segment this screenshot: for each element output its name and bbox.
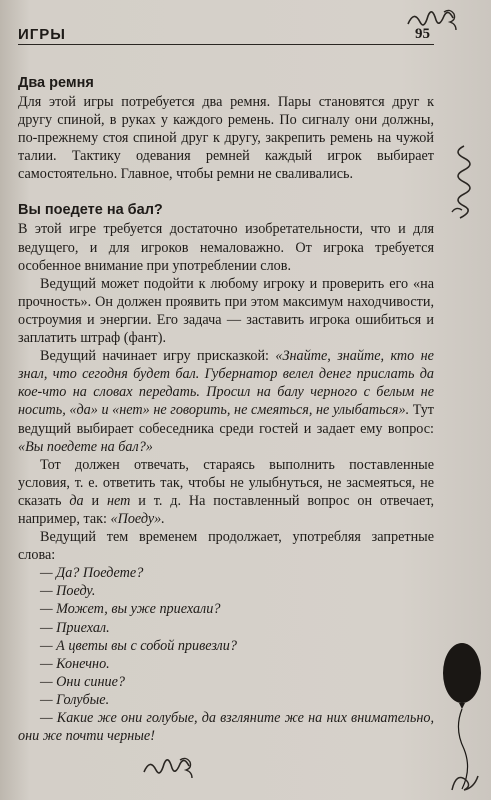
paragraph-continues: Ведущий тем временем продолжает, употребляя запретные слова: <box>18 529 434 564</box>
page-number: 95 <box>415 26 430 42</box>
bottom-flourish-icon <box>140 754 200 784</box>
dialog-line: — А цветы вы с собой привезли? <box>40 637 237 654</box>
dialog-line: — Да? Поедете? <box>40 565 144 582</box>
dialog-line: — Приехал. <box>40 619 110 636</box>
dialog-line: — Конечно. <box>40 655 110 672</box>
header-title: ИГРЫ <box>18 26 66 43</box>
paragraph-host: Ведущий может подойти к любому игроку и проверить его «на прочность». Он должен проявить при этом максимум находчивости, остроумия и энергии. Его задача — заставить игрока ошибиться и заплатить штраф (фант). <box>18 275 434 347</box>
corner-flourish-icon <box>446 762 486 796</box>
paragraph-rhyme: Ведущий начинает игру присказкой: «Знайте, знайте, кто не знал, что сегодня будет бал. Губернатор велел денег прислать да кое-что на словах передать. Просил на балу черного с белым не носить, «да» и «нет» не говорить, не смеяться, не улыбаться». Тут ведущий выбирает собеседника среди гостей и задает ему вопрос: «Вы поедете на бал?» <box>18 348 434 455</box>
section-heading-two-belts: Два ремня <box>18 75 94 91</box>
dialog-line: — Поеду. <box>40 583 96 600</box>
dialog-line: — Они синие? <box>40 673 126 690</box>
dialog-block <box>18 564 434 745</box>
paragraph-two-belts: Для этой игры потребуется два ремня. Пары становятся друг к другу спиной, в руках у каждого ремень. По сигналу они должны, по-прежнему стоя спиной друг к другу, закрепить ремень на чужой талии. Тактику одевания ремней каждый игрок выбирает самостоятельно. Главное, чтобы ремни не сваливались. <box>18 94 434 183</box>
section-heading-ball: Вы поедете на бал? <box>18 202 163 219</box>
dialog-line: — Может, вы уже приехали? <box>40 601 221 618</box>
side-flourish-icon <box>444 142 480 222</box>
dialog-line: — Голубые. <box>40 691 110 708</box>
paragraph-ball-intro: В этой игре требуется достаточно изобретательности, что и для ведущего, и для игроков немаловажно. От игрока требуется особенное внимание при употреблении слов. <box>18 221 434 274</box>
flourish-ornament-icon <box>404 6 464 34</box>
page-content <box>18 74 434 745</box>
running-header <box>18 22 434 45</box>
paragraph-answer: Тот должен отвечать, стараясь выполнить поставленные условия, т. е. ответить так, чтобы не улыбнуться, не засмеяться, не сказать да и нет и т. д. На поставленный вопрос он отвечает, например, так: «Поеду». <box>18 456 435 527</box>
dialog-line: — Какие же они голубые, да взгляните же на них внимательно, они же почти черные! <box>18 710 434 745</box>
